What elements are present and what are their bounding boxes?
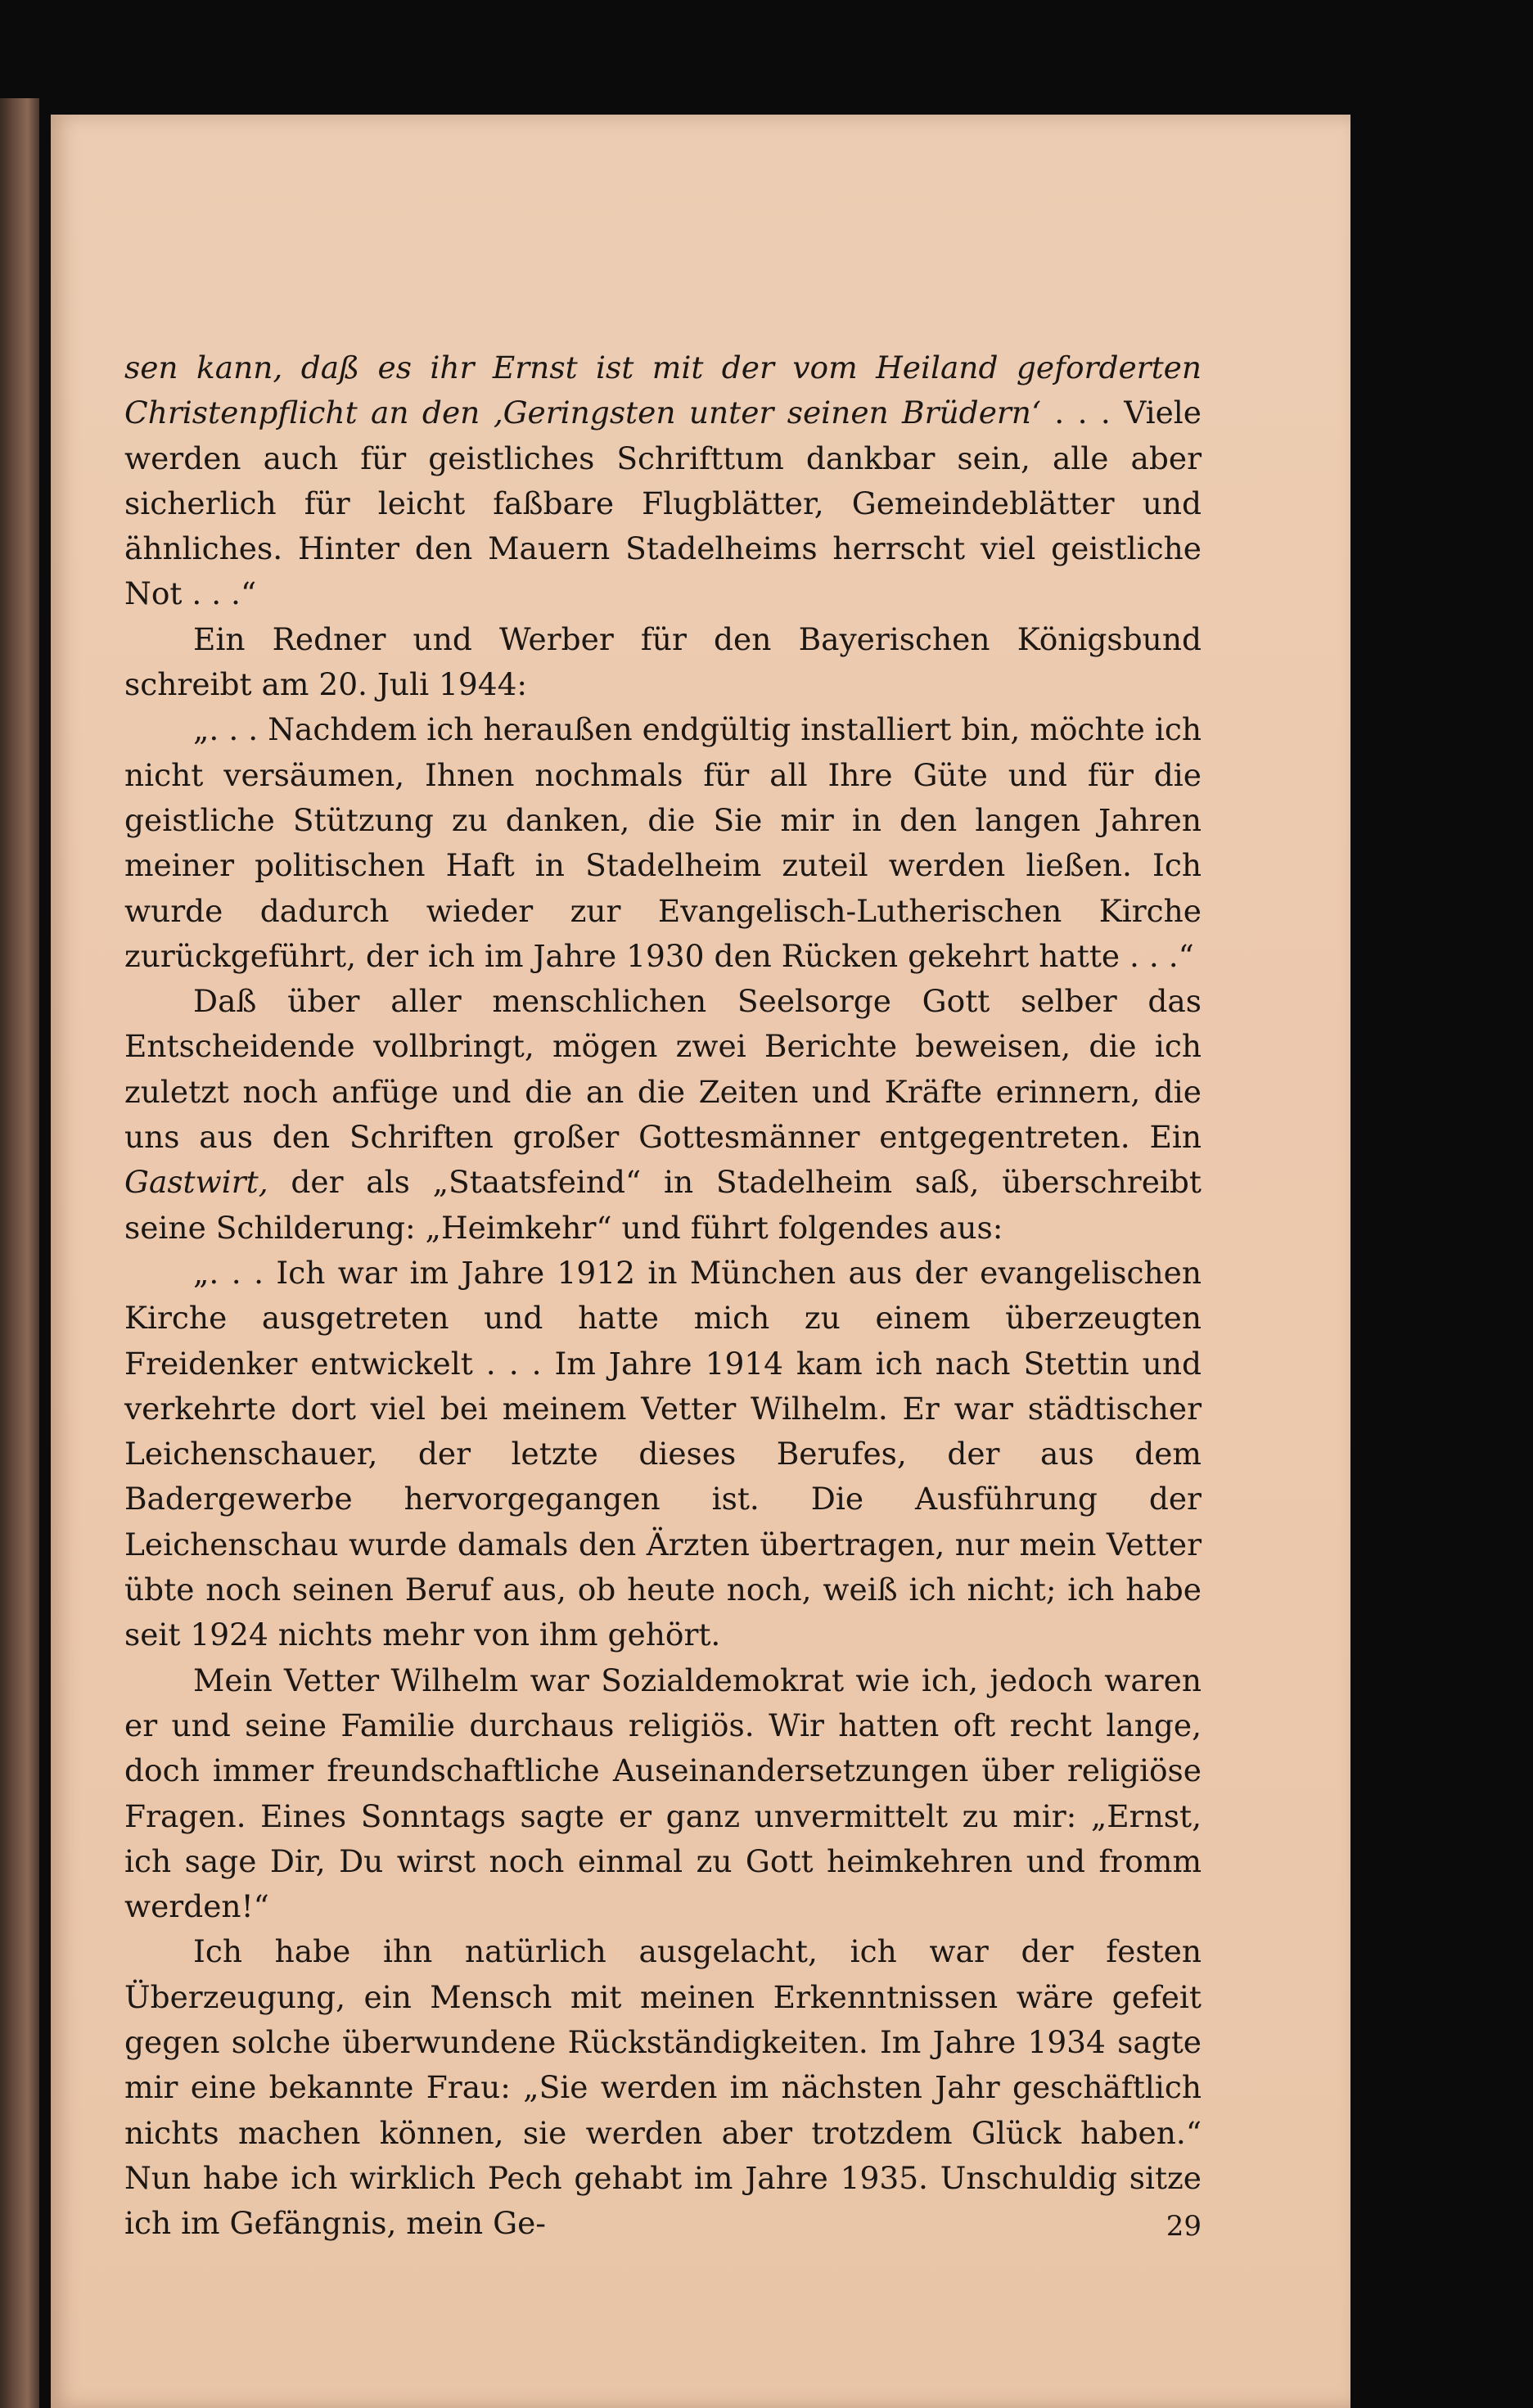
paragraph-2-text: Ein Redner und Werber für den Bayerischen Königsbund schreibt am 20. Juli 1944:	[124, 620, 1202, 703]
paragraph-4-italic: Gastwirt,	[124, 1164, 268, 1201]
paragraph-4-text-b: der als „Staatsfeind“ in Stadelheim saß, überschreibt seine Schilderung: „Heimkehr“ und führt folgendes aus:	[124, 1164, 1202, 1246]
page-number: 29	[1166, 2210, 1202, 2243]
paragraph-4	[124, 979, 1202, 1251]
paragraph-1	[124, 345, 1202, 617]
paragraph-4-text-a: Daß über aller menschlichen Seelsorge Gott selber das Entscheidende vollbringt, mögen zwei Berichte beweisen, die ich zuletzt noch anfüge und die an die Zeiten und Kräfte erinnern, die uns aus den Schriften großer Gottesmänner entgegentreten. Ein	[124, 983, 1202, 1156]
paragraph-5-text: „. . . Ich war im Jahre 1912 in München aus der evangelischen Kirche ausgetreten und hatte mich zu einem überzeugten Freidenker entwickelt . . . Im Jahre 1914 kam ich nach Stettin und verkehrte dort viel bei meinem Vetter Wilhelm. Er war städtischer Leichenschauer, der letzte dieses Berufes, der aus dem Badergewerbe hervorgegangen ist. Die Ausführung der Leichenschau wurde damals den Ärzten übertragen, nur mein Vetter übte noch seinen Beruf aus, ob heute noch, weiß ich nicht; ich habe seit 1924 nichts mehr von ihm gehört.	[124, 1254, 1202, 1653]
paragraph-5	[124, 1251, 1202, 1658]
book-page	[51, 115, 1350, 2408]
paragraph-7	[124, 1929, 1202, 2246]
paragraph-3	[124, 707, 1202, 979]
paragraph-2	[124, 617, 1202, 708]
paragraph-7-text: Ich habe ihn natürlich ausgelacht, ich war der festen Überzeugung, ein Mensch mit meinen Erkenntnissen wäre gefeit gegen solche überwundene Rückständigkeiten. Im Jahre 1934 sagte mir eine bekannte Frau: „Sie werden im nächsten Jahr geschäftlich nichts machen können, sie werden aber trotzdem Glück haben.“ Nun habe ich wirklich Pech gehabt im Jahre 1935. Unschuldig sitze ich im Gefängnis, mein Ge-	[124, 1933, 1202, 2242]
paragraph-6	[124, 1658, 1202, 1930]
paragraph-3-text: „. . . Nachdem ich heraußen endgültig installiert bin, möchte ich nicht versäumen, Ihnen nochmals für all Ihre Güte und für die geistliche Stützung zu danken, die Sie mir in den langen Jahren meiner politischen Haft in Stadelheim zuteil werden ließen. Ich wurde dadurch wieder zur Evangelisch-Lutherischen Kirche zurückgeführt, der ich im Jahre 1930 den Rücken gekehrt hatte . . .“	[124, 711, 1202, 974]
book-spine	[0, 98, 39, 2408]
paragraph-1-italic: sen kann, daß es ihr Ernst ist mit der vom Heiland geforderten Christenpflicht an den ‚Geringsten unter seinen Brüdern‘	[124, 349, 1202, 431]
paragraph-1-roman: . . . Viele werden auch für geistliches Schrifttum dankbar sein, alle aber sicherlich für leicht faßbare Flugblätter, Gemeindeblätter und ähnliches. Hinter den Mauern Stadelheims herrscht viel geistliche Not . . .“	[124, 395, 1202, 612]
body-text	[124, 345, 1202, 2246]
paragraph-6-text: Mein Vetter Wilhelm war Sozialdemokrat wie ich, jedoch waren er und seine Familie durchaus religiös. Wir hatten oft recht lange, doch immer freundschaftliche Auseinandersetzungen über religiöse Fragen. Eines Sonntags sagte er ganz unvermittelt zu mir: „Ernst, ich sage Dir, Du wirst noch einmal zu Gott heimkehren und fromm werden!“	[124, 1662, 1202, 1925]
